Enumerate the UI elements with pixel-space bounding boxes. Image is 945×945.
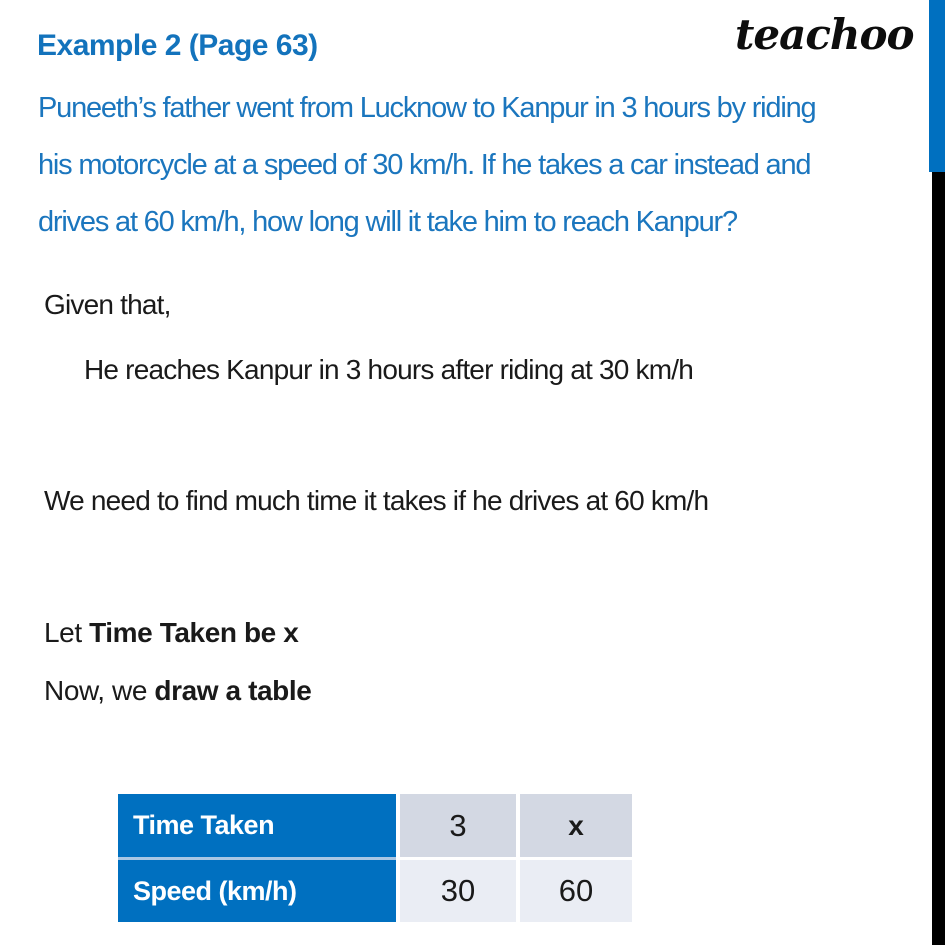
given-label: Given that, <box>44 289 171 320</box>
table-cell-time-2: x <box>520 794 632 857</box>
let-statement <box>44 617 298 649</box>
table-cell-speed-1: 30 <box>400 860 516 922</box>
let-emphasis: Time Taken be x <box>89 617 299 648</box>
table-cell-speed-2: 60 <box>520 860 632 922</box>
problem-line-3: drives at 60 km/h, how long will it take him to reach Kanpur? <box>38 206 737 238</box>
table-row-header-speed: Speed (km/h) <box>118 860 396 922</box>
table-cell-time-1: 3 <box>400 794 516 857</box>
problem-line-2: his motorcycle at a speed of 30 km/h. If he takes a car instead and <box>38 149 811 181</box>
let-prefix: Let <box>44 617 90 648</box>
proportion-table <box>118 794 632 922</box>
right-edge-blue-bar <box>929 0 945 172</box>
now-emphasis: draw a table <box>154 675 312 706</box>
problem-line-1: Puneeth’s father went from Lucknow to Kanpur in 3 hours by riding <box>38 92 816 124</box>
now-prefix: Now, we <box>44 675 155 706</box>
problem-statement <box>38 80 815 251</box>
objective-text: We need to find much time it takes if he drives at 60 km/h <box>44 485 709 516</box>
given-detail: He reaches Kanpur in 3 hours after riding at 30 km/h <box>84 354 693 385</box>
now-statement <box>44 675 311 707</box>
table-row-header-time-taken: Time Taken <box>118 794 396 857</box>
right-edge-black-bar <box>932 172 945 945</box>
teachoo-logo: teachoo <box>735 10 914 59</box>
page-title: Example 2 (Page 63) <box>37 29 318 62</box>
